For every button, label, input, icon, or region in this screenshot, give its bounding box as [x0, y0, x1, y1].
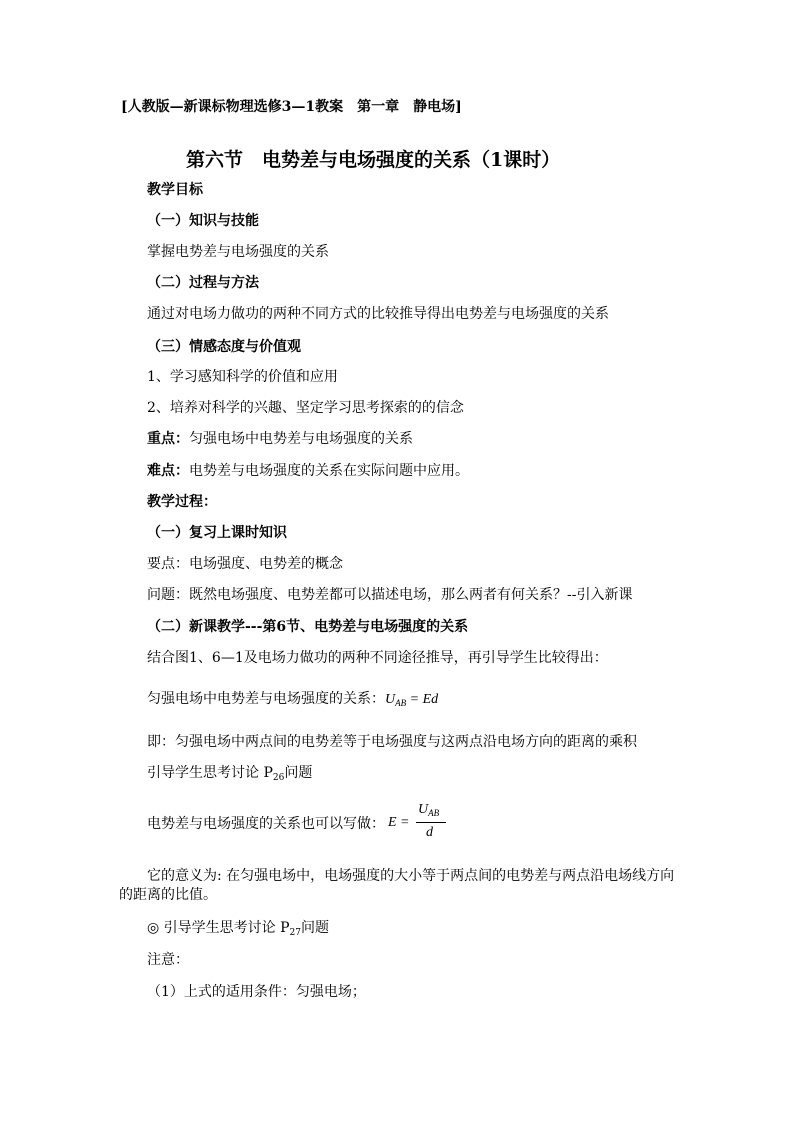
- formula-2-denominator: d: [426, 825, 433, 840]
- meaning-line-2: 的距离的比值。: [119, 887, 217, 903]
- new-lesson-intro: 结合图1、6—1及电场力做功的两种不同途径推导，再引导学生比较得出：: [147, 650, 608, 666]
- discussion-2-post: 问题: [301, 920, 329, 936]
- difficult-point-label: 难点：: [147, 463, 189, 479]
- goals-heading: 教学目标: [147, 182, 203, 198]
- formula-1: [385, 692, 438, 707]
- key-point: [147, 430, 413, 448]
- formula-1-label: 匀强电场中电势差与电场强度的关系：: [147, 691, 385, 707]
- formula-2-label: 电势差与电场强度的关系也可以写做：: [147, 816, 385, 832]
- meaning-line-1: 它的意义为: 在匀强电场中，电场强度的大小等于两点间的电势差与两点沿电场线方向: [147, 868, 675, 884]
- knowledge-text: 掌握电势差与电场强度的关系: [147, 244, 329, 260]
- review-point: 要点：电场强度、电势差的概念: [147, 556, 343, 572]
- teaching-process-heading: 教学过程：: [147, 494, 217, 510]
- explanation-1: 即：匀强电场中两点间的电势差等于电场强度与这两点沿电场方向的距离的乘积: [147, 734, 637, 750]
- formula-1-rest: = Ed: [406, 692, 439, 707]
- note-heading: 注意：: [147, 952, 189, 968]
- note-1: （1）上式的适用条件：匀强电场；: [147, 984, 366, 1000]
- formula-2-num-U: U: [418, 802, 429, 817]
- attitude-item-1: 1、学习感知科学的价值和应用: [147, 369, 338, 385]
- discussion-1-pre: 引导学生思考讨论 P: [147, 765, 273, 781]
- difficult-point: [147, 462, 469, 480]
- difficult-point-text: 电势差与电场强度的关系在实际问题中应用。: [189, 463, 469, 479]
- attitude-item-2: 2、培养对科学的兴趣、坚定学习思考探索的的信念: [147, 400, 464, 416]
- attitude-heading: （三）情感态度与价值观: [147, 339, 301, 355]
- fraction-bar: [416, 822, 446, 823]
- discussion-1-page: 26: [272, 773, 285, 783]
- document-header: [人教版—新课标物理选修3—1教案 第一章 静电场]: [121, 99, 462, 115]
- formula-1-U: U: [385, 692, 396, 707]
- discussion-2-pre: ◎ 引导学生思考讨论 P: [147, 920, 290, 936]
- process-method-heading: （二）过程与方法: [147, 275, 259, 291]
- process-method-text: 通过对电场力做功的两种不同方式的比较推导得出电势差与电场强度的关系: [147, 306, 609, 322]
- formula-2-num-sub: AB: [428, 808, 440, 818]
- new-lesson-heading: （二）新课教学---第6节、电势差与电场强度的关系: [147, 619, 469, 635]
- review-heading: （一）复习上课时知识: [147, 525, 287, 541]
- discussion-2: [147, 919, 329, 942]
- formula-2-lhs: E =: [388, 815, 410, 830]
- formula-2-numerator: [418, 803, 439, 820]
- discussion-1-post: 问题: [284, 765, 313, 781]
- discussion-1: [147, 764, 312, 787]
- key-point-text: 匀强电场中电势差与电场强度的关系: [189, 431, 413, 447]
- key-point-label: 重点：: [147, 431, 189, 447]
- formula-line-1: [147, 690, 438, 712]
- formula-1-sub: AB: [395, 698, 407, 708]
- knowledge-heading: （一）知识与技能: [147, 213, 259, 229]
- review-question: 问题：既然电场强度、电势差都可以描述电场，那么两者有何关系？--引入新课: [147, 587, 633, 603]
- section-title: 第六节 电势差与电场强度的关系（1课时）: [186, 149, 561, 171]
- discussion-2-page: 27: [289, 928, 301, 938]
